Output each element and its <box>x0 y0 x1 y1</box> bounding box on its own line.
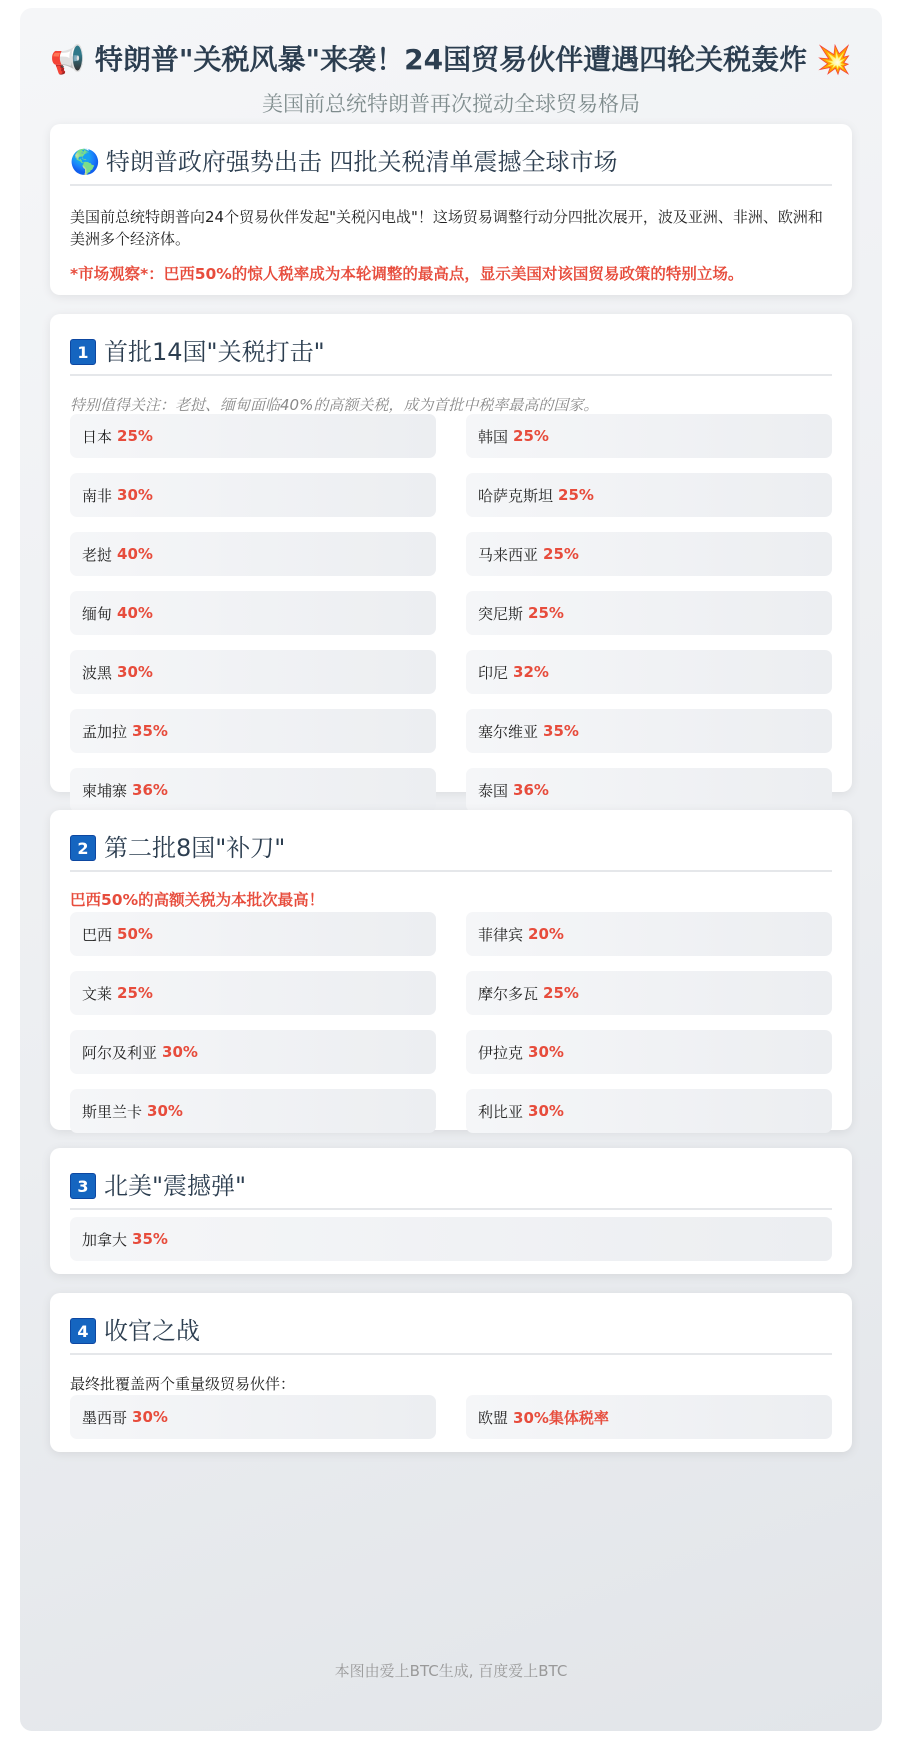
tariff-rate: 36% <box>132 781 168 799</box>
country-name: 文莱 <box>82 984 113 1003</box>
batch-2-card <box>50 810 852 1130</box>
batch-2-note: 巴西50%的高额关税为本批次最高！ <box>70 891 325 909</box>
number-1-badge-icon: 1 <box>70 339 96 365</box>
country-item <box>466 768 832 812</box>
tariff-rate: 25% <box>117 984 153 1002</box>
country-name: 巴西 <box>82 925 113 944</box>
tariff-rate: 25% <box>117 427 153 445</box>
country-item <box>70 591 436 635</box>
country-item <box>70 768 436 812</box>
number-3-badge-icon: 3 <box>70 1173 96 1199</box>
country-name: 南非 <box>82 486 113 505</box>
page-background <box>20 8 882 1731</box>
batch-4-country-grid <box>70 1395 832 1439</box>
batch-2-heading: 第二批8国"补刀" <box>104 834 286 862</box>
tariff-rate: 30% <box>117 663 153 681</box>
country-name: 日本 <box>82 427 113 446</box>
country-name: 欧盟 <box>478 1408 509 1427</box>
tariff-rate: 35% <box>132 722 168 740</box>
batch-1-card <box>50 314 852 800</box>
tariff-rate: 30% <box>147 1102 183 1120</box>
country-item <box>466 1395 832 1439</box>
country-name: 哈萨克斯坦 <box>478 486 554 505</box>
batch-4-header <box>70 1315 832 1355</box>
country-item <box>70 709 436 753</box>
country-item <box>466 1030 832 1074</box>
tariff-rate: 36% <box>513 781 549 799</box>
country-item <box>466 532 832 576</box>
country-item <box>70 473 436 517</box>
country-name: 加拿大 <box>82 1230 128 1249</box>
batch-3-country-grid <box>70 1217 832 1261</box>
country-name: 缅甸 <box>82 604 113 623</box>
country-name: 泰国 <box>478 781 509 800</box>
country-item <box>466 650 832 694</box>
country-item <box>70 1030 436 1074</box>
country-item <box>466 971 832 1015</box>
page-title-text: 特朗普"关税风暴"来袭！24国贸易伙伴遭遇四轮关税轰炸 <box>94 43 808 76</box>
tariff-rate: 30% <box>117 486 153 504</box>
tariff-rate: 30% <box>528 1102 564 1120</box>
country-name: 老挝 <box>82 545 113 564</box>
country-name: 斯里兰卡 <box>82 1102 143 1121</box>
country-name: 伊拉克 <box>478 1043 524 1062</box>
country-name: 塞尔维亚 <box>478 722 539 741</box>
batch-3-heading: 北美"震撼弹" <box>104 1172 247 1200</box>
tariff-rate: 25% <box>543 545 579 563</box>
tariff-rate: 50% <box>117 925 153 943</box>
country-item <box>466 709 832 753</box>
country-name: 孟加拉 <box>82 722 128 741</box>
country-item <box>70 1089 436 1133</box>
tariff-rate: 25% <box>543 984 579 1002</box>
tariff-rate: 32% <box>513 663 549 681</box>
tariff-rate: 30% <box>162 1043 198 1061</box>
country-item <box>70 650 436 694</box>
tariff-rate: 30%集体税率 <box>513 1408 609 1427</box>
country-name: 韩国 <box>478 427 509 446</box>
batch-1-note: 特别值得关注：老挝、缅甸面临40%的高额关税，成为首批中税率最高的国家。 <box>70 396 599 414</box>
country-name: 墨西哥 <box>82 1408 128 1427</box>
country-item <box>70 1395 436 1439</box>
explosion-icon: 💥 <box>816 43 852 76</box>
intro-card <box>50 124 852 295</box>
batch-3-card <box>50 1148 852 1274</box>
country-name: 印尼 <box>478 663 509 682</box>
country-item <box>466 473 832 517</box>
country-name: 波黑 <box>82 663 113 682</box>
intro-paragraph: 美国前总统特朗普向24个贸易伙伴发起"关税闪电战"！这场贸易调整行动分四批次展开，波及亚洲、非洲、欧洲和美洲多个经济体。 <box>70 208 823 248</box>
tariff-rate: 25% <box>528 604 564 622</box>
megaphone-icon: 📢 <box>50 43 86 76</box>
tariff-rate: 30% <box>528 1043 564 1061</box>
batch-1-heading: 首批14国"关税打击" <box>104 338 325 366</box>
tariff-rate: 30% <box>132 1408 168 1426</box>
batch-2-country-grid <box>70 912 832 1133</box>
batch-3-header <box>70 1170 832 1210</box>
tariff-rate: 40% <box>117 604 153 622</box>
country-name: 柬埔寨 <box>82 781 128 800</box>
tariff-rate: 35% <box>132 1230 168 1248</box>
tariff-rate: 25% <box>513 427 549 445</box>
country-item <box>466 414 832 458</box>
batch-4-note: 最终批覆盖两个重量级贸易伙伴： <box>70 1375 296 1393</box>
page-subtitle: 美国前总统特朗普再次搅动全球贸易格局 <box>262 92 640 116</box>
country-item <box>70 532 436 576</box>
country-name: 突尼斯 <box>478 604 524 623</box>
number-4-badge-icon: 4 <box>70 1318 96 1344</box>
batch-2-header <box>70 832 832 872</box>
market-observation-alert: *市场观察*：巴西50%的惊人税率成为本轮调整的最高点，显示美国对该国贸易政策的特别立场。 <box>70 265 744 283</box>
intro-card-header <box>70 146 832 186</box>
tariff-rate: 40% <box>117 545 153 563</box>
tariff-rate: 20% <box>528 925 564 943</box>
country-item <box>466 1089 832 1133</box>
tariff-rate: 35% <box>543 722 579 740</box>
batch-4-card <box>50 1293 852 1452</box>
intro-heading: 特朗普政府强势出击 四批关税清单震撼全球市场 <box>105 148 618 176</box>
country-name: 利比亚 <box>478 1102 524 1121</box>
batch-4-heading: 收官之战 <box>104 1317 200 1345</box>
country-item <box>466 912 832 956</box>
country-item <box>70 414 436 458</box>
country-name: 菲律宾 <box>478 925 524 944</box>
footer-credit: 本图由爱上BTC生成, 百度爱上BTC <box>334 1662 568 1680</box>
batch-1-country-grid <box>70 414 832 812</box>
country-item <box>466 591 832 635</box>
batch-1-header <box>70 336 832 376</box>
page-title <box>20 38 882 78</box>
tariff-rate: 25% <box>558 486 594 504</box>
country-item <box>70 971 436 1015</box>
country-name: 马来西亚 <box>478 545 539 564</box>
number-2-badge-icon: 2 <box>70 835 96 861</box>
country-item <box>70 1217 832 1261</box>
globe-icon: 🌎 <box>70 148 100 176</box>
country-name: 阿尔及利亚 <box>82 1043 158 1062</box>
country-name: 摩尔多瓦 <box>478 984 539 1003</box>
country-item <box>70 912 436 956</box>
